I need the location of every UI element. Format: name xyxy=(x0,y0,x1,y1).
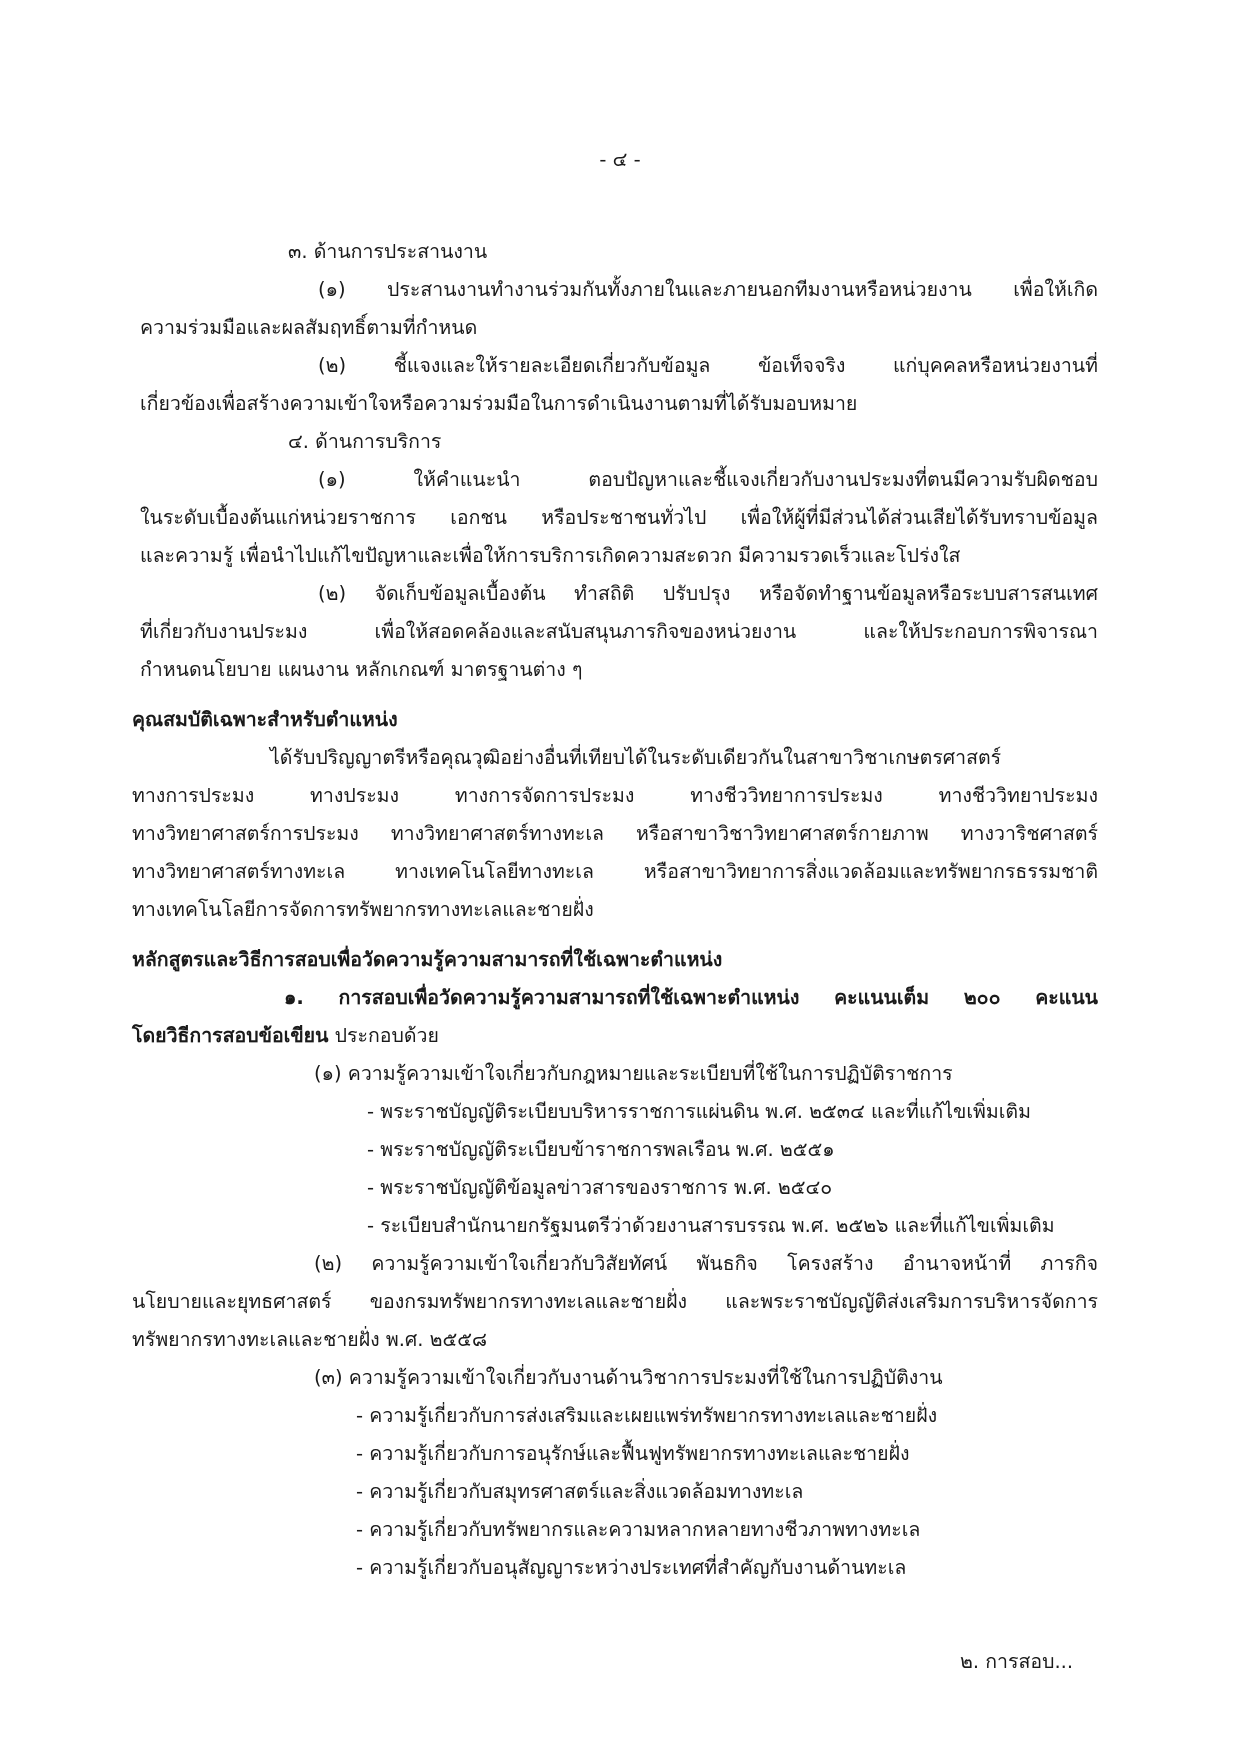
exam-part1-line2 xyxy=(132,1026,439,1046)
list-item: - พระราชบัญญัติข้อมูลข่าวสารของราชการ พ.ศ. ๒๕๔๐ xyxy=(367,1176,833,1199)
list-item: - ความรู้เกี่ยวกับทรัพยากรและความหลากหลายทางชีวภาพทางทะเล xyxy=(356,1518,921,1541)
continuation-note: ๒. การสอบ... xyxy=(960,1650,1074,1673)
coordination-item1-line2: ความร่วมมือและผลสัมฤทธิ์ตามที่กำหนด xyxy=(140,316,478,339)
page-number: - ๔ - xyxy=(599,148,641,171)
coordination-item2-line2: เกี่ยวข้องเพื่อสร้างความเข้าใจหรือความร่วมมือในการดำเนินงานตามที่ได้รับมอบหมาย xyxy=(140,392,858,415)
coordination-item1-line1: (๑) ประสานงานทำงานร่วมกันทั้งภายในและภายนอกทีมงานหรือหน่วยงาน เพื่อให้เกิด xyxy=(318,278,1098,301)
service-item1-line2: ในระดับเบื้องต้นแก่หน่วยราชการ เอกชน หรือประชาชนทั่วไป เพื่อให้ผู้ที่มีส่วนได้ส่วนเสียได้รับทราบข้อมูล xyxy=(140,506,1098,529)
exam-part1-line1: ๑. การสอบเพื่อวัดความรู้ความสามารถที่ใช้เฉพาะตำแหน่ง คะแนนเต็ม ๒๐๐ คะแนน xyxy=(284,986,1098,1009)
exam-sub2-line3: ทรัพยากรทางทะเลและชายฝั่ง พ.ศ. ๒๕๕๘ xyxy=(132,1328,488,1351)
service-item2-line2: ที่เกี่ยวกับงานประมง เพื่อให้สอดคล้องและสนับสนุนภารกิจของหน่วยงาน และให้ประกอบการพิจารณา xyxy=(140,620,1098,643)
list-item: - ความรู้เกี่ยวกับการส่งเสริมและเผยแพร่ทรัพยากรทางทะเลและชายฝั่ง xyxy=(356,1404,938,1427)
section-heading-service: ๔. ด้านการบริการ xyxy=(288,430,442,453)
list-item: - ความรู้เกี่ยวกับอนุสัญญาระหว่างประเทศที่สำคัญกับงานด้านทะเล xyxy=(356,1556,907,1579)
qualifications-line1: ได้รับปริญญาตรีหรือคุณวุฒิอย่างอื่นที่เทียบได้ในระดับเดียวกันในสาขาวิชาเกษตรศาสตร์ xyxy=(270,746,1002,769)
service-item1-line1: (๑) ให้คำแนะนำ ตอบปัญหาและชี้แจงเกี่ยวกับงานประมงที่ตนมีความรับผิดชอบ xyxy=(318,468,1098,491)
exam-method-label: โดยวิธีการสอบข้อเขียน xyxy=(132,1024,329,1047)
list-item: - ความรู้เกี่ยวกับสมุทรศาสตร์และสิ่งแวดล้อมทางทะเล xyxy=(356,1480,804,1503)
exam-method-rest: ประกอบด้วย xyxy=(328,1024,439,1047)
exam-sub1-title: (๑) ความรู้ความเข้าใจเกี่ยวกับกฎหมายและระเบียบที่ใช้ในการปฏิบัติราชการ xyxy=(314,1062,953,1085)
exam-sub2-line1: (๒) ความรู้ความเข้าใจเกี่ยวกับวิสัยทัศน์ พันธกิจ โครงสร้าง อำนาจหน้าที่ ภารกิจ xyxy=(314,1252,1098,1275)
exam-sub2-line2: นโยบายและยุทธศาสตร์ ของกรมทรัพยากรทางทะเลและชายฝั่ง และพระราชบัญญัติส่งเสริมการบริหารจัดการ xyxy=(132,1290,1098,1313)
exam-heading: หลักสูตรและวิธีการสอบเพื่อวัดความรู้ความสามารถที่ใช้เฉพาะตำแหน่ง xyxy=(132,948,723,971)
qualifications-line2: ทางการประมง ทางประมง ทางการจัดการประมง ทางชีววิทยาการประมง ทางชีววิทยาประมง xyxy=(132,784,1098,807)
qualifications-line3: ทางวิทยาศาสตร์การประมง ทางวิทยาศาสตร์ทางทะเล หรือสาขาวิชาวิทยาศาสตร์กายภาพ ทางวาริชศาสตร์ xyxy=(132,822,1098,845)
list-item: - พระราชบัญญัติระเบียบบริหารราชการแผ่นดิน พ.ศ. ๒๕๓๔ และที่แก้ไขเพิ่มเติม xyxy=(367,1100,1031,1123)
qualifications-heading: คุณสมบัติเฉพาะสำหรับตำแหน่ง xyxy=(132,708,398,731)
list-item: - ระเบียบสำนักนายกรัฐมนตรีว่าด้วยงานสารบรรณ พ.ศ. ๒๕๒๖ และที่แก้ไขเพิ่มเติม xyxy=(367,1214,1055,1237)
service-item2-line3: กำหนดนโยบาย แผนงาน หลักเกณฑ์ มาตรฐานต่าง ๆ xyxy=(140,658,583,681)
list-item: - พระราชบัญญัติระเบียบข้าราชการพลเรือน พ.ศ. ๒๕๕๑ xyxy=(367,1138,835,1161)
qualifications-line5: ทางเทคโนโลยีการจัดการทรัพยากรทางทะเลและชายฝั่ง xyxy=(132,898,594,921)
qualifications-line4: ทางวิทยาศาสตร์ทางทะเล ทางเทคโนโลยีทางทะเล หรือสาขาวิทยาการสิ่งแวดล้อมและทรัพยากรธรรมชาติ xyxy=(132,860,1098,883)
coordination-item2-line1: (๒) ชี้แจงและให้รายละเอียดเกี่ยวกับข้อมูล ข้อเท็จจริง แก่บุคคลหรือหน่วยงานที่ xyxy=(318,354,1098,377)
service-item2-line1: (๒) จัดเก็บข้อมูลเบื้องต้น ทำสถิติ ปรับปรุง หรือจัดทำฐานข้อมูลหรือระบบสารสนเทศ xyxy=(318,582,1098,605)
exam-sub3-title: (๓) ความรู้ความเข้าใจเกี่ยวกับงานด้านวิชาการประมงที่ใช้ในการปฏิบัติงาน xyxy=(314,1366,943,1389)
list-item: - ความรู้เกี่ยวกับการอนุรักษ์และฟื้นฟูทรัพยากรทางทะเลและชายฝั่ง xyxy=(356,1442,910,1465)
service-item1-line3: และความรู้ เพื่อนำไปแก้ไขปัญหาและเพื่อให้การบริการเกิดความสะดวก มีความรวดเร็วและโปร่งใส xyxy=(140,544,961,567)
section-heading-coordination: ๓. ด้านการประสานงาน xyxy=(288,240,488,263)
